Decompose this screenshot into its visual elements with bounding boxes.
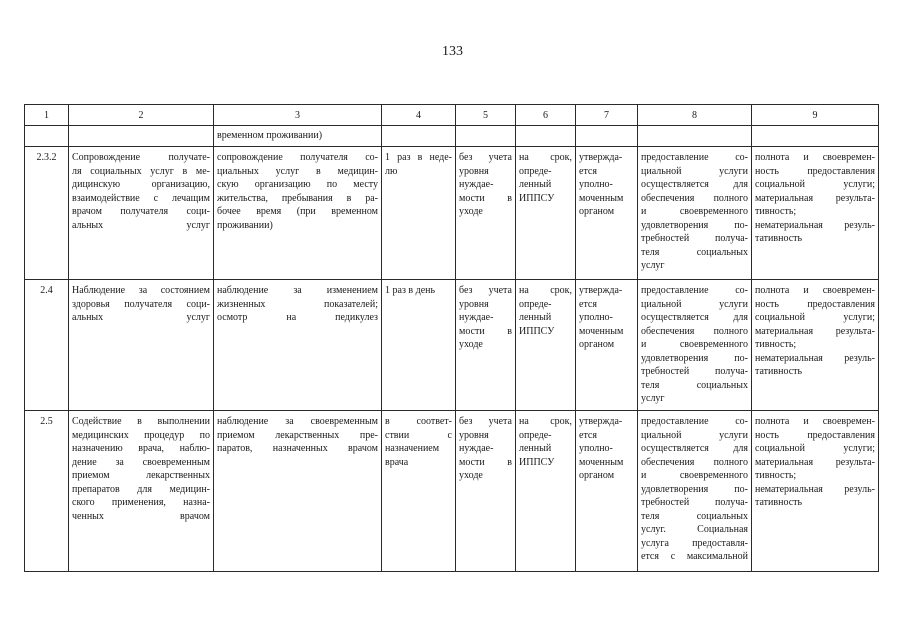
cell-text-line: жизненных показателей;: [217, 298, 378, 310]
cell-text-line: нуждае-: [459, 179, 494, 190]
cell-text-line: препаратов для медицин-: [72, 483, 210, 495]
row-number: 2.3.2: [25, 147, 69, 280]
cell-text-line: услуг: [641, 260, 665, 271]
cell-text-line: бочее время (при временном: [217, 206, 378, 217]
service-description-cell: [214, 280, 382, 411]
cell-text-line: опреде-: [519, 165, 552, 177]
cell-text-line: циальной услуги: [641, 165, 748, 177]
cell-text-line: ется: [579, 298, 597, 310]
cell-text-line: моченным: [579, 192, 624, 204]
cell-text-line: скую организацию по месту: [217, 179, 378, 190]
cell-text-line: ИППСУ: [519, 325, 555, 337]
cell-text-line: требностей получа-: [641, 233, 748, 244]
table-cell: [456, 126, 516, 147]
cell-text-line: нуждае-: [459, 443, 494, 454]
cell-text-line: наблюдение за изменением: [217, 285, 378, 296]
indicators-cell: [752, 280, 879, 411]
cell-text-line: тивность;: [755, 339, 797, 350]
cell-text-line: врачом получателя соци-: [72, 206, 210, 217]
conditions-cell: [638, 280, 752, 411]
column-number: 9: [752, 105, 879, 126]
table-cell: [25, 126, 69, 147]
cell-text-line: опреде-: [519, 429, 552, 441]
column-number: 2: [69, 105, 214, 126]
cell-text-line: и своевременного: [641, 206, 748, 217]
cell-text-line: осуществляется для: [641, 179, 748, 190]
cell-text-line: ность предоставления: [755, 298, 875, 310]
cell-text-line: мости в: [459, 456, 512, 468]
cell-text-line: услуг: [641, 393, 665, 404]
cell-text-line: ИППСУ: [519, 456, 555, 468]
cell-text-line: услуг. Социальная: [641, 524, 748, 535]
cell-text-line: без учета: [459, 416, 512, 427]
column-number: 3: [214, 105, 382, 126]
cell-text-line: ность предоставления: [755, 165, 875, 177]
cell-text-line: тивность;: [755, 206, 797, 217]
cell-text-line: удовлетворения по-: [641, 483, 748, 495]
norm-cell: [456, 147, 516, 280]
cell-text-line: осуществляется для: [641, 312, 748, 323]
cell-text-line: нематериальная резуль-: [755, 219, 875, 231]
cell-text-line: наблюдение за своевременным: [217, 416, 378, 427]
service-name-cell: [69, 411, 214, 572]
frequency-cell: [382, 280, 456, 411]
cell-text-line: ность предоставления: [755, 429, 875, 441]
term-cell: [516, 147, 576, 280]
cell-text-line: обеспечения полного: [641, 325, 748, 337]
cell-text-line: уполно-: [579, 443, 613, 454]
cell-text-line: социальной услуги;: [755, 179, 875, 190]
cell-text-line: осмотр на педикулез: [217, 312, 378, 323]
cost-cell: [576, 411, 638, 572]
cell-text-line: требностей получа-: [641, 366, 748, 377]
cell-text-line: теля социальных: [641, 379, 748, 391]
cell-text-line: и своевременного: [641, 470, 748, 481]
cell-text-line: в соответ-: [385, 416, 452, 427]
cell-text-line: полнота и своевремен-: [755, 152, 875, 163]
conditions-cell: [638, 411, 752, 572]
services-table: [24, 104, 879, 572]
cell-text-line: тативность: [755, 366, 803, 377]
cell-text-line: временном проживании): [217, 130, 323, 141]
cell-text-line: опреде-: [519, 298, 552, 310]
cell-text-line: обеспечения полного: [641, 456, 748, 468]
cell-text-line: дицинскую организацию,: [72, 179, 210, 190]
cell-text-line: альных услуг: [72, 312, 210, 323]
cell-text-line: ленный: [519, 179, 552, 190]
column-number: 7: [576, 105, 638, 126]
cell-text-line: циальных услуг в медицин-: [217, 165, 378, 177]
indicators-cell: [752, 411, 879, 572]
cell-text-line: приемом лекарственных: [72, 470, 210, 481]
cell-text-line: ленный: [519, 443, 552, 454]
cell-text-line: ченных врачом: [72, 510, 210, 522]
norm-cell: [456, 411, 516, 572]
row-number: 2.4: [25, 280, 69, 411]
cell-text-line: тативность: [755, 233, 803, 244]
table-cell: [576, 126, 638, 147]
cell-text-line: уровня: [459, 165, 489, 177]
table-cell: [638, 126, 752, 147]
cell-text-line: утвержда-: [579, 285, 623, 296]
cell-text-line: Сопровождение получате-: [72, 152, 210, 163]
column-number: 4: [382, 105, 456, 126]
term-cell: [516, 411, 576, 572]
cell-text-line: органом: [579, 339, 615, 350]
cell-text-line: органом: [579, 206, 615, 217]
cell-text-line: тативность: [755, 497, 803, 508]
cell-text-line: на срок,: [519, 285, 572, 296]
cell-text-line: ля социальных услуг в ме-: [72, 165, 210, 177]
cell-text-line: лю: [385, 165, 398, 177]
cell-text-line: 1 раз в день: [385, 285, 436, 296]
cell-text-line: ется с максимальной: [641, 551, 748, 562]
cell-text-line: социальной услуги;: [755, 312, 875, 323]
cell-text-line: социальной услуги;: [755, 443, 875, 454]
cell-text-line: проживании): [217, 219, 273, 231]
frequency-cell: [382, 147, 456, 280]
cell-text-line: услуга предоставля-: [641, 537, 748, 549]
cell-text-line: обеспечения полного: [641, 192, 748, 204]
cell-text-line: полнота и своевремен-: [755, 285, 875, 296]
cell-text-line: органом: [579, 470, 615, 481]
cell-text-line: предоставление со-: [641, 152, 748, 163]
cell-text-line: уходе: [459, 470, 483, 481]
continuation-row: [25, 126, 879, 147]
table-row: [25, 147, 879, 280]
cell-text-line: на срок,: [519, 416, 572, 427]
cell-text-line: без учета: [459, 285, 512, 296]
cell-text-line: медицинских процедур по: [72, 429, 210, 441]
service-description-cell: [214, 147, 382, 280]
cell-text-line: назначению врача, наблю-: [72, 443, 210, 454]
cell-text-line: утвержда-: [579, 152, 623, 163]
cell-text-line: Содействие в выполнении: [72, 416, 210, 427]
table-cell: [214, 126, 382, 147]
cell-text-line: теля социальных: [641, 246, 748, 258]
cell-text-line: моченным: [579, 325, 624, 337]
indicators-cell: [752, 147, 879, 280]
cell-text-line: и своевременного: [641, 339, 748, 350]
conditions-cell: [638, 147, 752, 280]
term-cell: [516, 280, 576, 411]
cell-text-line: уровня: [459, 298, 489, 310]
norm-cell: [456, 280, 516, 411]
cell-text-line: ствии с: [385, 429, 452, 441]
cell-text-line: на срок,: [519, 152, 572, 163]
cell-text-line: сопровождение получателя со-: [217, 152, 378, 163]
cell-text-line: приемом лекарственных пре-: [217, 429, 378, 441]
service-name-cell: [69, 147, 214, 280]
cell-text-line: уходе: [459, 206, 483, 217]
service-description-cell: [214, 411, 382, 572]
column-number: 5: [456, 105, 516, 126]
cell-text-line: врача: [385, 456, 409, 468]
table-cell: [69, 126, 214, 147]
cell-text-line: уходе: [459, 339, 483, 350]
table-row: [25, 411, 879, 572]
cell-text-line: мости в: [459, 192, 512, 204]
cell-text-line: взаимодействие с лечащим: [72, 192, 210, 204]
column-number: 1: [25, 105, 69, 126]
cell-text-line: ИППСУ: [519, 192, 555, 204]
cell-text-line: теля социальных: [641, 510, 748, 522]
cell-text-line: полнота и своевремен-: [755, 416, 875, 427]
cell-text-line: требностей получа-: [641, 497, 748, 508]
cell-text-line: материальная результа-: [755, 325, 875, 337]
cell-text-line: осуществляется для: [641, 443, 748, 454]
cell-text-line: нематериальная резуль-: [755, 483, 875, 495]
cell-text-line: материальная результа-: [755, 192, 875, 204]
cell-text-line: ется: [579, 165, 597, 177]
cell-text-line: предоставление со-: [641, 285, 748, 296]
cell-text-line: уполно-: [579, 179, 613, 190]
row-number: 2.5: [25, 411, 69, 572]
cell-text-line: дение за своевременным: [72, 456, 210, 468]
cell-text-line: ленный: [519, 312, 552, 323]
cost-cell: [576, 147, 638, 280]
cell-text-line: уровня: [459, 429, 489, 441]
cell-text-line: жительства, пребывания в ра-: [217, 192, 378, 204]
cell-text-line: тивность;: [755, 470, 797, 481]
cost-cell: [576, 280, 638, 411]
table-cell: [382, 126, 456, 147]
frequency-cell: [382, 411, 456, 572]
cell-text-line: нуждае-: [459, 312, 494, 323]
table-row: [25, 280, 879, 411]
cell-text-line: уполно-: [579, 312, 613, 323]
cell-text-line: циальной услуги: [641, 298, 748, 310]
cell-text-line: удовлетворения по-: [641, 219, 748, 231]
cell-text-line: циальной услуги: [641, 429, 748, 441]
cell-text-line: 1 раз в неде-: [385, 152, 452, 163]
cell-text-line: назначением: [385, 443, 440, 454]
cell-text-line: здоровья получателя соци-: [72, 298, 210, 310]
cell-text-line: ется: [579, 429, 597, 441]
page-number: 133: [442, 44, 463, 59]
column-number: 8: [638, 105, 752, 126]
cell-text-line: мости в: [459, 325, 512, 337]
cell-text-line: альных услуг: [72, 219, 210, 231]
cell-text-line: нематериальная резуль-: [755, 352, 875, 364]
column-number: 6: [516, 105, 576, 126]
cell-text-line: утвержда-: [579, 416, 623, 427]
cell-text-line: без учета: [459, 152, 512, 163]
cell-text-line: ского применения, назна-: [72, 497, 210, 508]
table-cell: [516, 126, 576, 147]
service-name-cell: [69, 280, 214, 411]
column-number-row: [25, 105, 879, 126]
cell-text-line: материальная результа-: [755, 456, 875, 468]
cell-text-line: Наблюдение за состоянием: [72, 285, 210, 296]
table-cell: [752, 126, 879, 147]
cell-text-line: моченным: [579, 456, 624, 468]
cell-text-line: удовлетворения по-: [641, 352, 748, 364]
cell-text-line: предоставление со-: [641, 416, 748, 427]
cell-text-line: паратов, назначенных врачом: [217, 443, 378, 454]
